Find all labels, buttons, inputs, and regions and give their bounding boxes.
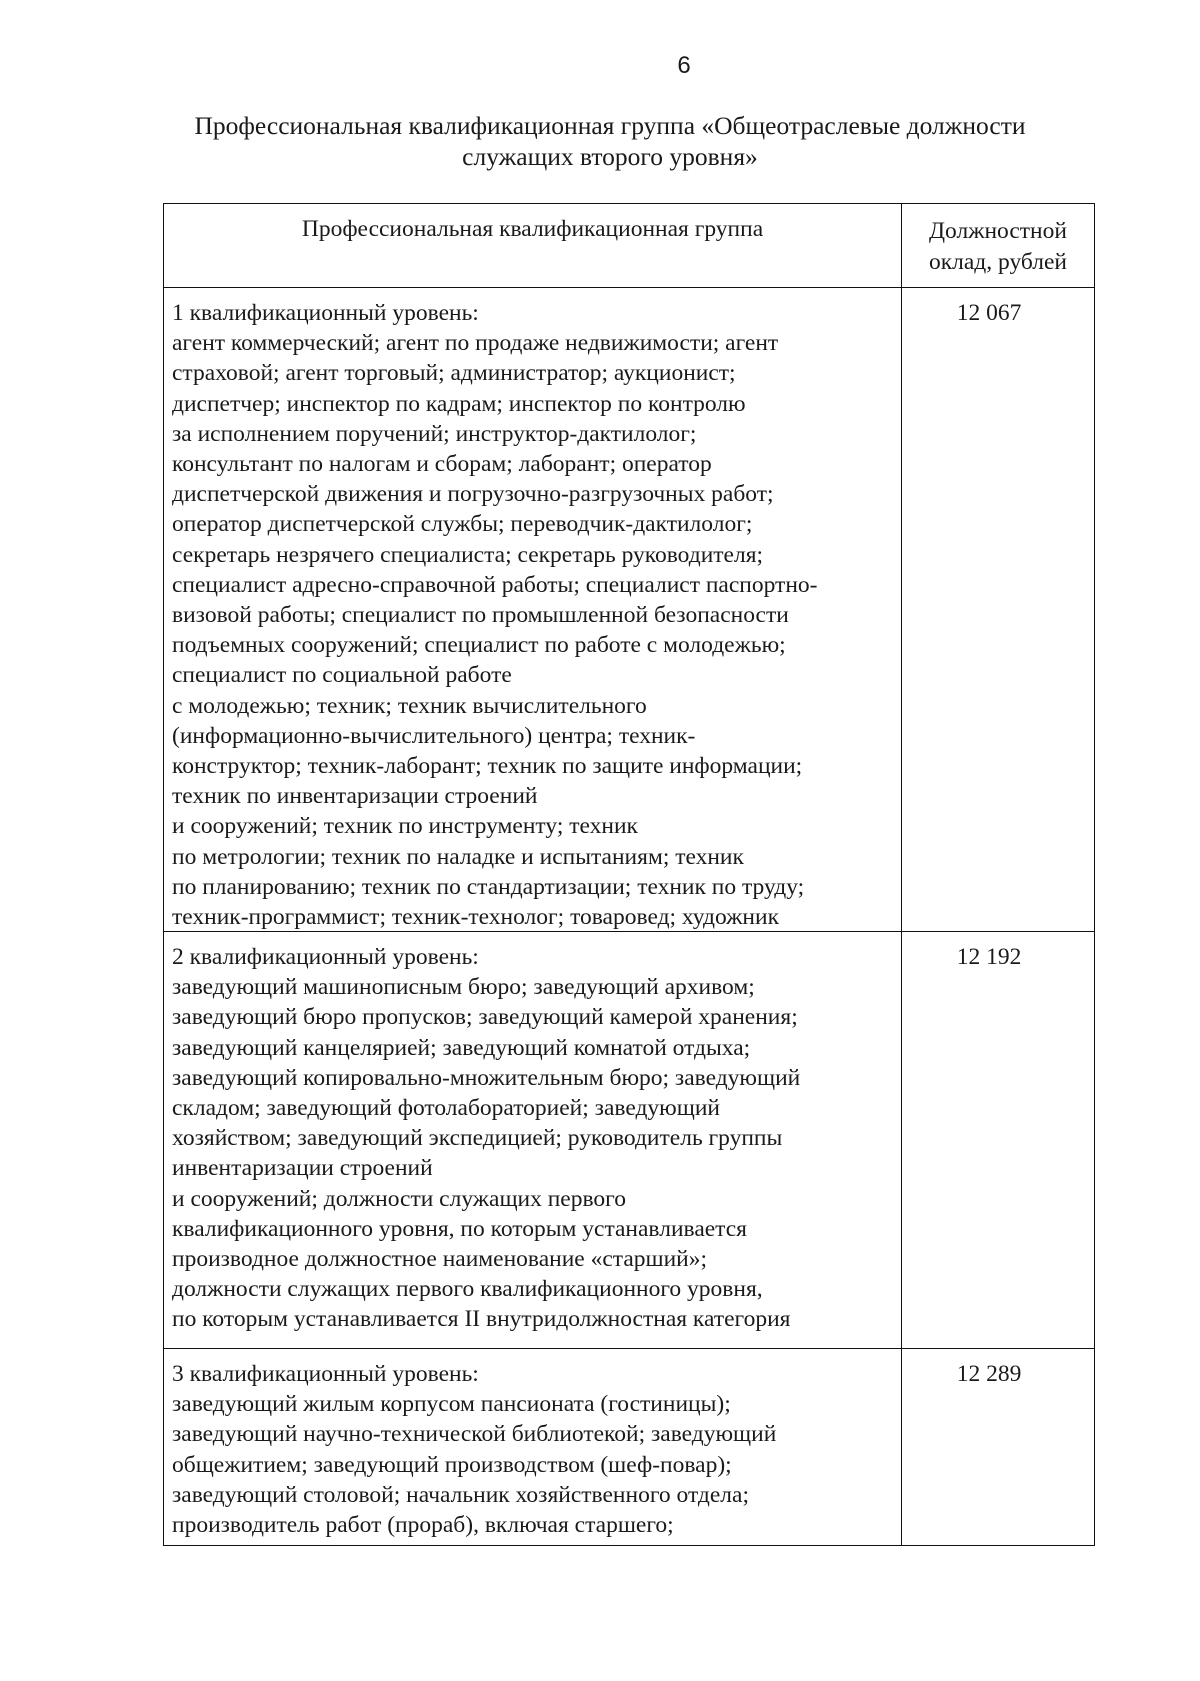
- qualification-level-heading: 3 квалификационный уровень:: [172, 1361, 479, 1387]
- position-list-line: страховой; агент торговый; администратор; аукционист;: [172, 360, 736, 387]
- position-list-line: с молодежью; техник; техник вычислительного: [172, 692, 647, 719]
- document-title: [170, 110, 1050, 172]
- qualification-level-text: [164, 1349, 901, 1545]
- position-list-line: заведующий копировально-множительным бюро; заведующий: [172, 1064, 801, 1091]
- header-salary-line: Должностной: [929, 218, 1067, 244]
- position-list-line: агент коммерческий; агент по продаже недвижимости; агент: [172, 330, 779, 357]
- position-list-line: заведующий столовой; начальник хозяйственного отдела;: [172, 1481, 749, 1508]
- salary-value: 12 289: [956, 1361, 1022, 1387]
- salary-value: 12 067: [956, 300, 1022, 326]
- qualification-level-cell: [164, 1349, 902, 1546]
- position-list-line: и сооружений; должности служащих первого: [172, 1185, 626, 1212]
- document-title-line: Профессиональная квалификационная группа «Общеотраслевые должности: [194, 111, 1026, 140]
- header-salary-label: [902, 204, 1094, 278]
- position-list-line: оператор диспетчерской службы; переводчик-дактилолог;: [172, 511, 753, 538]
- header-salary: [902, 204, 1095, 288]
- document-title-line: служащих второго уровня»: [462, 142, 758, 171]
- position-list-line: общежитием; заведующий производством (шеф-повар);: [172, 1451, 732, 1478]
- position-list-line: по метрологии; техник по наладке и испытаниям; техник: [172, 843, 744, 870]
- table-row: [164, 288, 1095, 932]
- position-list-line: заведующий научно-технической библиотекой; заведующий: [172, 1421, 777, 1448]
- position-list-line: производное должностное наименование «старший»;: [172, 1246, 708, 1273]
- qualification-level-cell: [164, 932, 902, 1349]
- salary-cell: [902, 932, 1095, 1349]
- qualification-table: [163, 203, 1095, 1546]
- qualification-level-cell: [164, 288, 902, 932]
- qualification-level-text: [164, 932, 901, 1348]
- table-row: [164, 932, 1095, 1349]
- position-list-line: консультант по налогам и сборам; лаборант; оператор: [172, 451, 712, 478]
- position-list-line: инвентаризации строений: [172, 1155, 433, 1182]
- position-list-line: квалификационного уровня, по которым устанавливается: [172, 1215, 747, 1242]
- table-header-row: [164, 204, 1095, 288]
- position-list-line: по планированию; техник по стандартизации; техник по труду;: [172, 873, 805, 900]
- position-list-line: (информационно-вычислительного) центра; техник-: [172, 722, 696, 749]
- position-list-line: производитель работ (прораб), включая старшего;: [172, 1512, 674, 1539]
- salary-cell: [902, 1349, 1095, 1546]
- position-list-line: хозяйством; заведующий экспедицией; руководитель группы: [172, 1125, 783, 1152]
- position-list-line: визовой работы; специалист по промышленной безопасности: [172, 602, 789, 629]
- position-list-line: складом; заведующий фотолабораторией; заведующий: [172, 1095, 720, 1122]
- position-list-line: заведующий бюро пропусков; заведующий камерой хранения;: [172, 1004, 798, 1031]
- header-group-label: Профессиональная квалификационная группа: [301, 216, 764, 242]
- qualification-level-heading: 1 квалификационный уровень:: [172, 300, 479, 326]
- position-list-line: специалист по социальной работе: [172, 662, 512, 689]
- table-row: [164, 1349, 1095, 1546]
- position-list-line: техник по инвентаризации строений: [172, 783, 538, 810]
- position-list-line: диспетчерской движения и погрузочно-разгрузочных работ;: [172, 481, 774, 508]
- page-number: 6: [677, 52, 691, 79]
- qualification-level-text: [164, 288, 901, 931]
- position-list-line: диспетчер; инспектор по кадрам; инспектор по контролю: [172, 390, 746, 417]
- position-list-line: должности служащих первого квалификационного уровня,: [172, 1276, 763, 1303]
- position-list-line: заведующий канцелярией; заведующий комнатой отдыха;: [172, 1034, 751, 1061]
- position-list-line: секретарь незрячего специалиста; секретарь руководителя;: [172, 541, 764, 568]
- position-list-line: конструктор; техник-лаборант; техник по защите информации;: [172, 753, 803, 780]
- position-list-line: подъемных сооружений; специалист по работе с молодежью;: [172, 632, 786, 659]
- position-list-line: и сооружений; техник по инструменту; техник: [172, 813, 638, 840]
- header-group: [164, 204, 902, 288]
- position-list-line: заведующий машинописным бюро; заведующий архивом;: [172, 974, 755, 1001]
- salary-cell: [902, 288, 1095, 932]
- position-list-line: по которым устанавливается II внутридолжностная категория: [172, 1306, 791, 1333]
- position-list-line: за исполнением поручений; инструктор-дактилолог;: [172, 420, 697, 447]
- salary-value: 12 192: [956, 944, 1022, 970]
- position-list-line: заведующий жилым корпусом пансионата (гостиницы);: [172, 1391, 731, 1418]
- header-salary-line: оклад, рублей: [928, 249, 1068, 275]
- qualification-level-heading: 2 квалификационный уровень:: [172, 944, 479, 970]
- position-list-line: специалист адресно-справочной работы; специалист паспортно-: [172, 571, 818, 598]
- position-list-line: техник-программист; техник-технолог; товаровед; художник: [172, 904, 779, 931]
